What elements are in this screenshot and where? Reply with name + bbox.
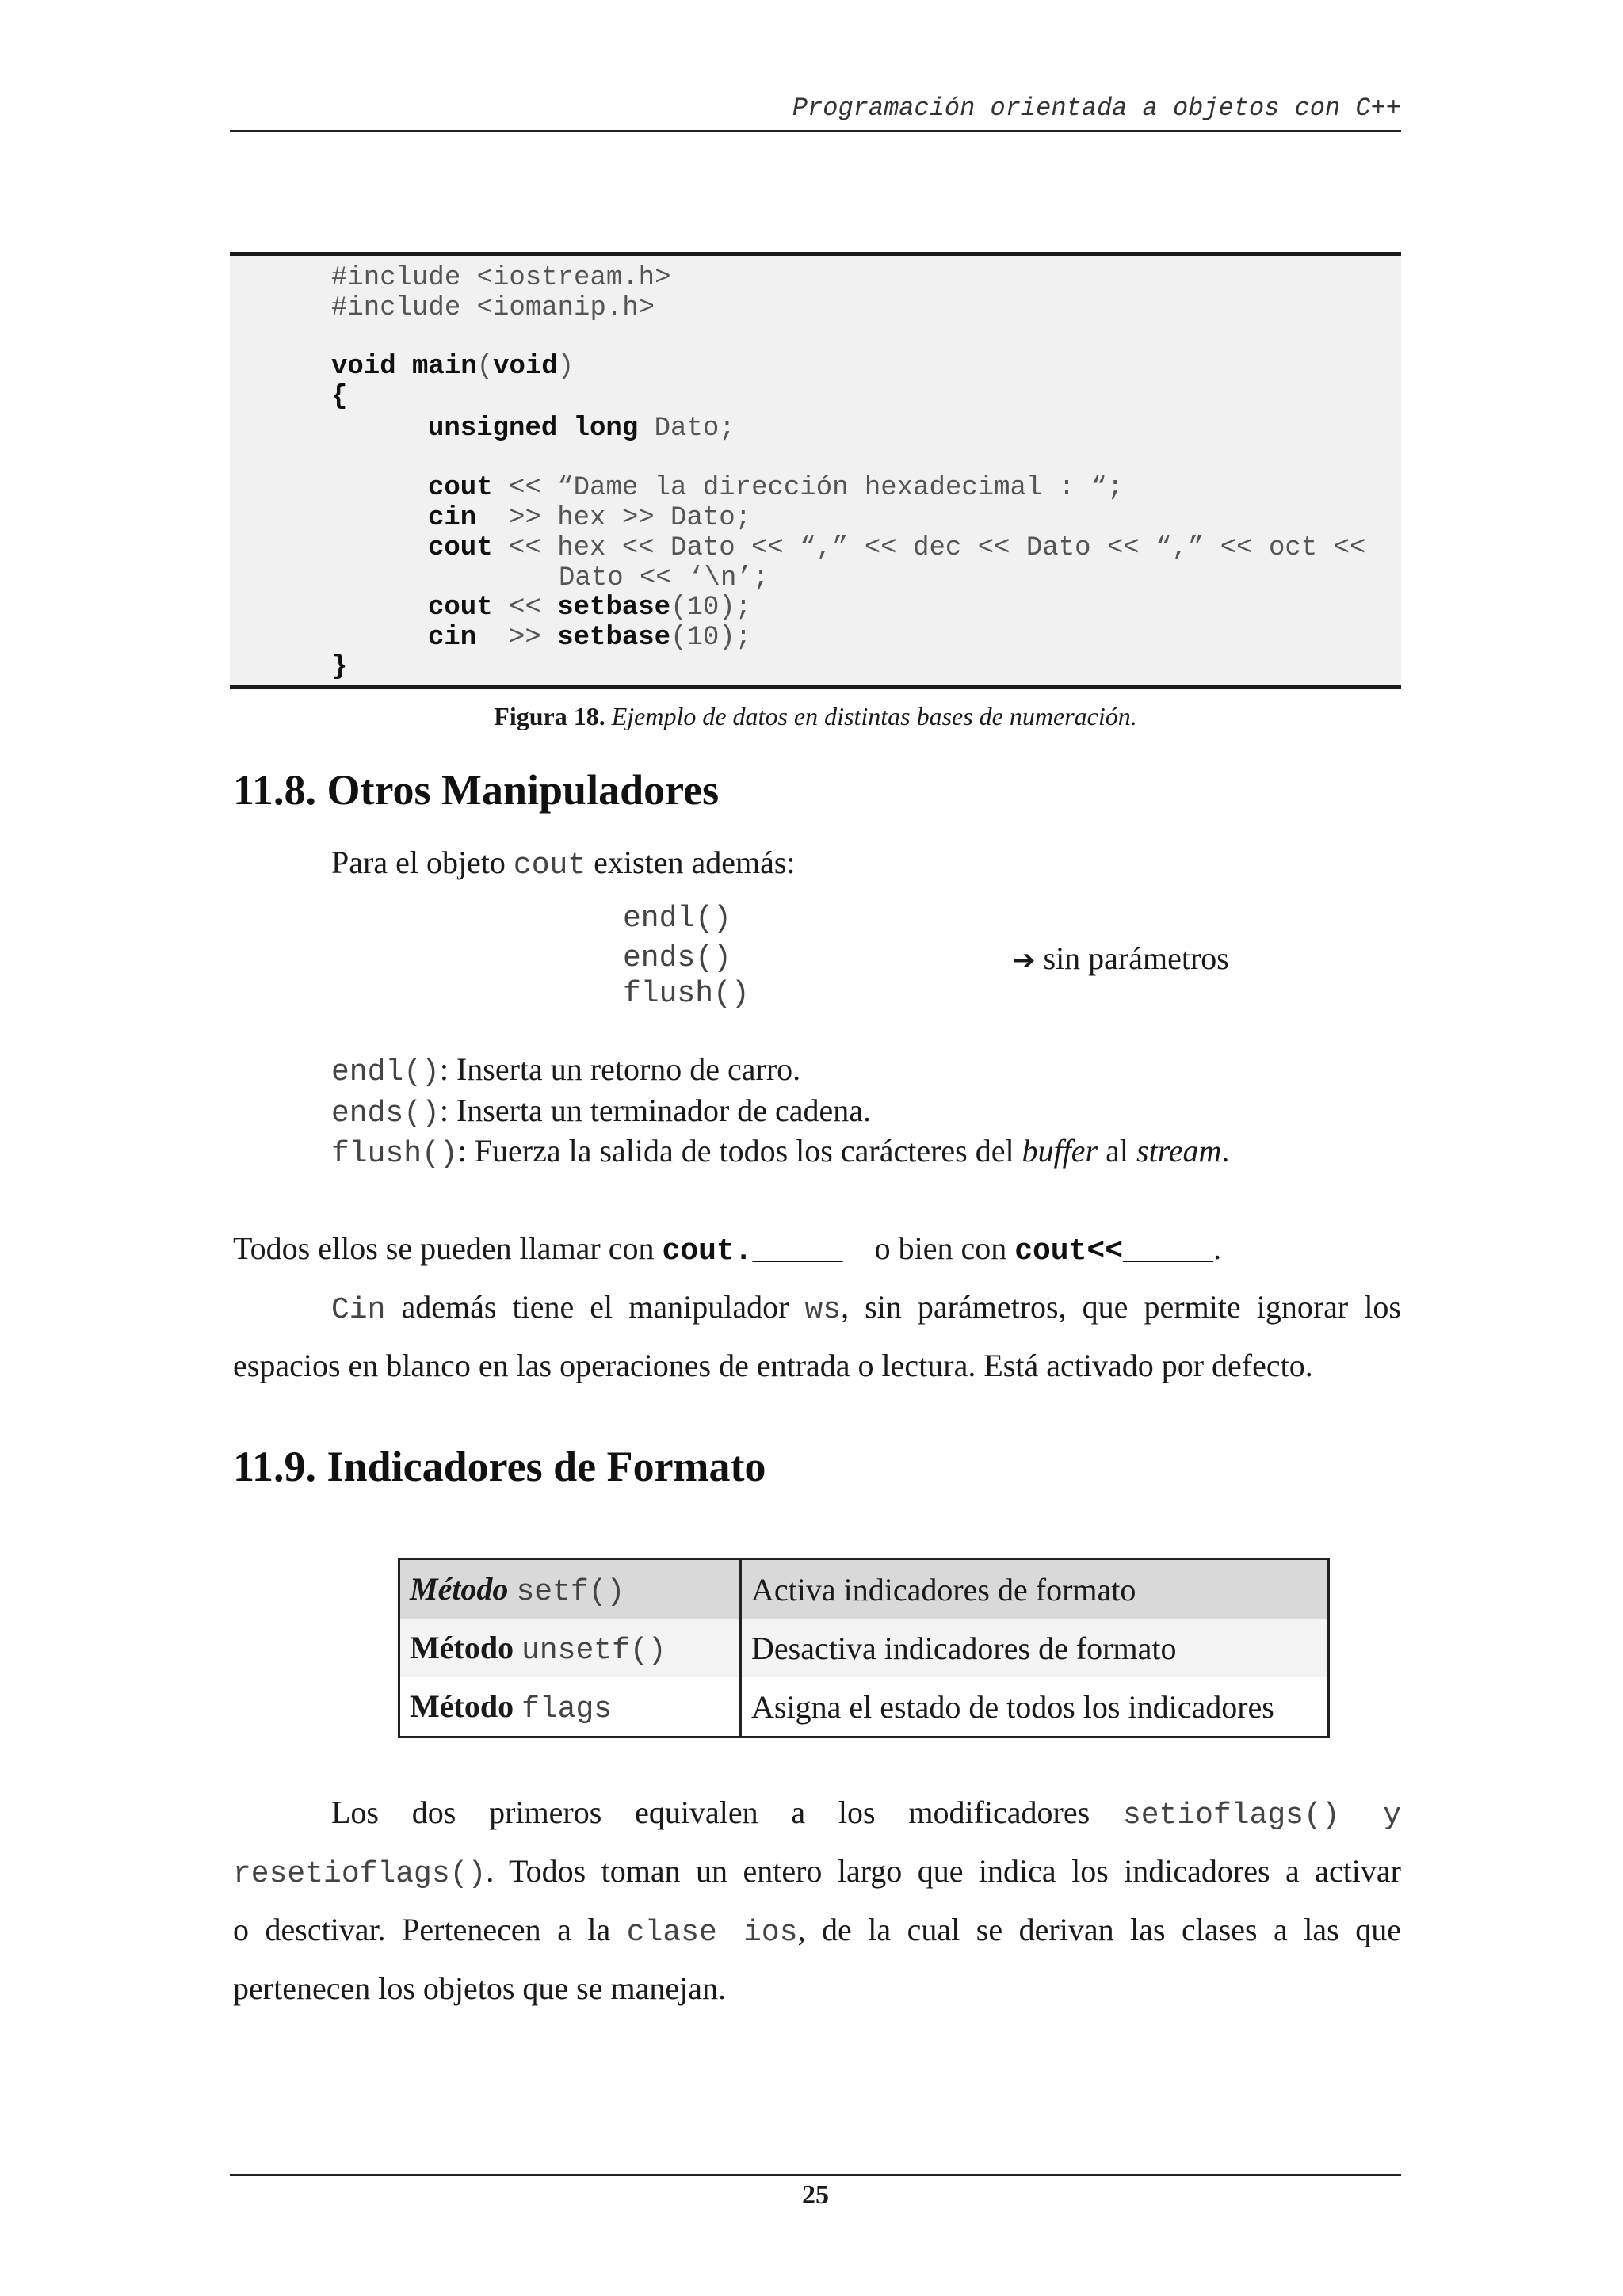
- table-row: [399, 1619, 1329, 1677]
- table-row: [399, 1677, 1329, 1737]
- modifiers-paragraph-line-3: o desctivar. Pertenecen a la clase ios, de la cual se derivan las clases a las que: [233, 1912, 1401, 1950]
- definition-flush: flush(): Fuerza la salida de todos los carácteres del buffer al stream.: [331, 1133, 1230, 1171]
- cin-paragraph-line-2: espacios en blanco en las operaciones de entrada o lectura. Está activado por defecto.: [233, 1348, 1313, 1383]
- code-line-10: cout << setbase(10);: [428, 593, 752, 623]
- no-params-note: ➔ sin parámetros: [1013, 940, 1229, 976]
- footer-rule: [230, 2174, 1401, 2176]
- code-line-3: void main(void): [331, 352, 575, 382]
- modifiers-paragraph-line-2: resetioflags(). Todos toman un entero largo que indica los indicadores a activar: [233, 1853, 1401, 1891]
- figure-label: Figura 18.: [494, 702, 605, 730]
- table-cell-method: Método setf(): [399, 1559, 741, 1619]
- manipulator-ends: ends(): [623, 941, 731, 975]
- code-listing: [230, 252, 1401, 689]
- code-line-11: cin >> setbase(10);: [428, 623, 752, 653]
- header-rule: [230, 130, 1401, 132]
- section-title-indicadores-formato: 11.9. Indicadores de Formato: [233, 1443, 766, 1490]
- page-number: 25: [802, 2180, 829, 2210]
- table-cell-description: Activa indicadores de formato: [741, 1559, 1329, 1619]
- running-header: Programación orientada a objetos con C++: [792, 93, 1401, 123]
- manipulator-flush: flush(): [623, 977, 750, 1011]
- table-row: [399, 1559, 1329, 1619]
- code-line-1: #include <iostream.h>: [331, 263, 671, 293]
- figure-caption: [230, 702, 1401, 731]
- code-line-7: cin >> hex >> Dato;: [428, 503, 752, 533]
- table-cell-method: Método unsetf(): [399, 1619, 741, 1677]
- code-line-12: }: [331, 652, 348, 682]
- cin-paragraph-line-1: Cin además tiene el manipulador ws, sin parámetros, que permite ignorar los: [331, 1289, 1401, 1327]
- definition-ends: ends(): Inserta un terminador de cadena.: [331, 1093, 872, 1131]
- definition-endl: endl(): Inserta un retorno de carro.: [331, 1051, 801, 1089]
- code-line-6: cout << “Dame la dirección hexadecimal : “;: [428, 473, 1124, 503]
- code-line-2: #include <iomanip.h>: [331, 293, 655, 323]
- table-cell-method: Método flags: [399, 1677, 741, 1737]
- manipulator-endl: endl(): [623, 902, 731, 936]
- table-cell-description: Asigna el estado de todos los indicadores: [741, 1677, 1329, 1737]
- code-line-4: {: [331, 382, 348, 412]
- code-line-8: cout << hex << Dato << “,” << dec << Dato << “,” << oct <<: [428, 533, 1366, 563]
- format-methods-table: [398, 1558, 1330, 1738]
- call-syntax-line: Todos ellos se pueden llamar con cout._____ o bien con cout<<_____.: [233, 1230, 1222, 1268]
- section-title-otros-manipuladores: 11.8. Otros Manipuladores: [233, 766, 720, 814]
- modifiers-paragraph-line-4: pertenecen los objetos que se manejan.: [233, 1970, 726, 2006]
- code-line-9: Dato << ‘\n’;: [559, 563, 769, 593]
- figure-caption-text: Ejemplo de datos en distintas bases de numeración.: [611, 702, 1137, 730]
- code-line-5: unsigned long Dato;: [428, 414, 735, 444]
- table-cell-description: Desactiva indicadores de formato: [741, 1619, 1329, 1677]
- right-arrow-icon: ➔: [1013, 944, 1036, 976]
- modifiers-paragraph-line-1: Los dos primeros equivalen a los modificadores setioflags() y: [331, 1794, 1401, 1833]
- intro-paragraph: Para el objeto cout existen además:: [331, 845, 796, 883]
